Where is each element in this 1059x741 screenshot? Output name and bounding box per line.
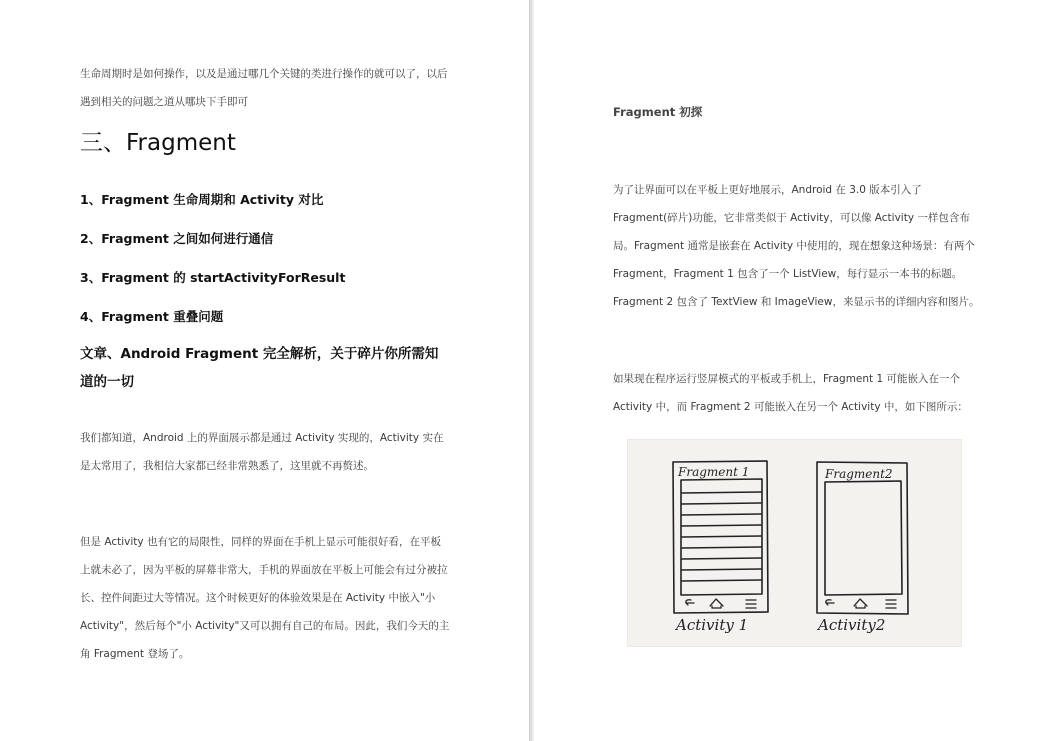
- fragment-sketch-figure: [627, 439, 962, 647]
- left-nav-buttons: [686, 599, 756, 608]
- right-page: [534, 0, 1059, 741]
- fragment-sketch: [628, 440, 961, 646]
- right-fragment-label: Fragment2: [825, 467, 893, 481]
- paragraph: 但是 Activity 也有它的局限性，同样的界面在手机上显示可能很好看，在平板上就未必了，因为平板的屏幕非常大，手机的界面放在平板上可能会有过分被拉长、控件间距过大等情况。这个时候更好的体验效果是在 Activity 中嵌入"小 Activity"，然后每个"小 Activity"又可以拥有自己的布局。因此，我们今天的主角 Fragment 登场了。: [80, 536, 450, 660]
- intro-paragraph: 生命周期时是如何操作，以及是通过哪几个关键的类进行操作的就可以了，以后遇到相关的问题之道从哪块下手即可: [80, 68, 448, 108]
- left-page: [0, 0, 529, 741]
- toc-list: [80, 180, 451, 336]
- paragraph: 我们都知道，Android 上的界面展示都是通过 Activity 实现的，Activity 实在是太常用了，我相信大家都已经非常熟悉了，这里就不再赘述。: [80, 432, 444, 472]
- right-nav-buttons: [826, 599, 896, 608]
- section-heading: 三、Fragment: [80, 130, 236, 156]
- left-list-lines: [682, 492, 761, 581]
- toc-item: 3、Fragment 的 startActivityForResult: [80, 270, 346, 285]
- right-screen-outline: [825, 481, 902, 595]
- left-activity-label: Activity 1: [676, 616, 749, 634]
- subsection-heading: Fragment 初探: [613, 105, 703, 119]
- paragraph: 为了让界面可以在平板上更好地展示，Android 在 3.0 版本引入了 Fragment(碎片)功能，它非常类似于 Activity，可以像 Activity 一样包含布局。Fragment 通常是嵌套在 Activity 中使用的，现在想象这种场景：有两个 Fragment，Fragment 1 包含了一个 ListView，每行显示一本书的标题。Fragment 2 包含了 TextView 和 ImageView，来显示书的详细内容和图片。: [613, 184, 980, 308]
- paragraph-spacer: [80, 480, 451, 528]
- article-title: 文章、Android Fragment 完全解析，关于碎片你所需知道的一切: [80, 346, 439, 390]
- right-phone-outline: [817, 462, 908, 614]
- paragraph: 如果现在程序运行竖屏模式的平板或手机上，Fragment 1 可能嵌入在一个 Activity 中，而 Fragment 2 可能嵌入在另一个 Activity 中，如下图所示：: [613, 373, 968, 413]
- right-activity-label: Activity2: [818, 616, 886, 634]
- toc-item: 1、Fragment 生命周期和 Activity 对比: [80, 192, 324, 207]
- left-fragment-label: Fragment 1: [678, 465, 750, 479]
- toc-item: 4、Fragment 重叠问题: [80, 309, 224, 324]
- toc-item: 2、Fragment 之间如何进行通信: [80, 231, 274, 246]
